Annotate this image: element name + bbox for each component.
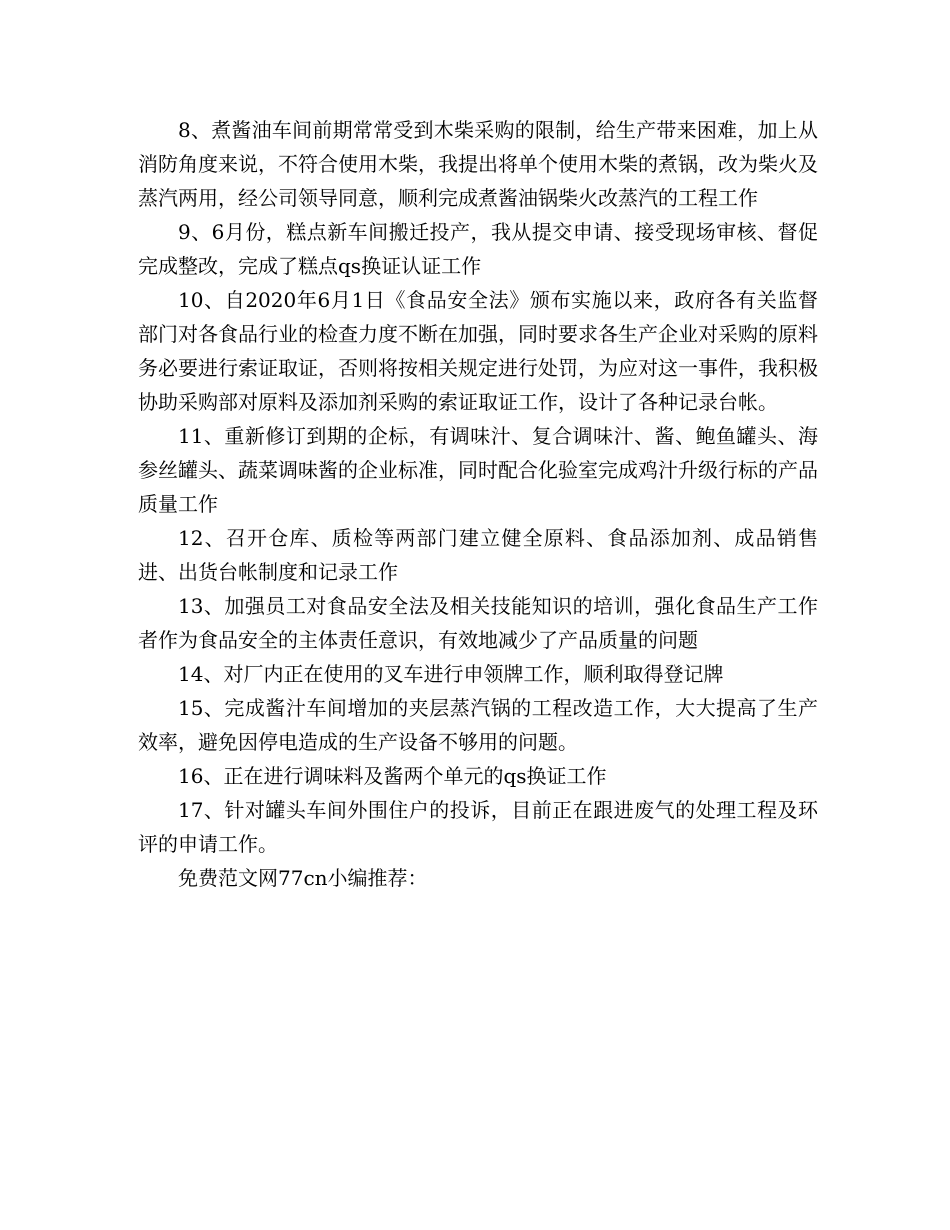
paragraph-item-17: 17、针对罐头车间外围住户的投诉，目前正在跟进废气的处理工程及环评的申请工作。 [138,798,818,856]
paragraph-item-10: 10、自2020年6月1日《食品安全法》颁布实施以来，政府各有关监督部门对各食品行业的检查力度不断在加强，同时要求各生产企业对采购的原料务必要进行索证取证，否则将按相关规定进行处罚，为应对这一事件，我积极协助采购部对原料及添加剂采购的索证取证工作，设计了各种记录台帐。 [138,288,818,414]
paragraph-item-13: 13、加强员工对食品安全法及相关技能知识的培训，强化食品生产工作者作为食品安全的主体责任意识，有效地减少了产品质量的问题 [138,594,818,652]
paragraph-item-16: 16、正在进行调味料及酱两个单元的qs换证工作 [178,764,607,788]
paragraph-item-8: 8、煮酱油车间前期常常受到木柴采购的限制，给生产带来困难，加上从消防角度来说，不符合使用木柴，我提出将单个使用木柴的煮锅，改为柴火及蒸汽两用，经公司领导同意，顺利完成煮酱油锅柴火改蒸汽的工程工作 [138,118,818,210]
paragraph-item-9: 9、6月份，糕点新车间搬迁投产，我从提交申请、接受现场审核、督促完成整改，完成了糕点qs换证认证工作 [138,220,818,278]
paragraph-item-12: 12、召开仓库、质检等两部门建立健全原料、食品添加剂、成品销售进、出货台帐制度和记录工作 [138,526,818,584]
document-body [138,113,818,895]
recommendation-line: 免费范文网77cn小编推荐： [178,866,428,890]
paragraph-item-14: 14、对厂内正在使用的叉车进行申领牌工作，顺利取得登记牌 [178,662,724,686]
paragraph-item-11: 11、重新修订到期的企标，有调味汁、复合调味汁、酱、鲍鱼罐头、海参丝罐头、蔬菜调味酱的企业标准，同时配合化验室完成鸡汁升级行标的产品质量工作 [138,424,818,516]
paragraph-item-15: 15、完成酱汁车间增加的夹层蒸汽锅的工程改造工作，大大提高了生产效率，避免因停电造成的生产设备不够用的问题。 [138,696,818,754]
